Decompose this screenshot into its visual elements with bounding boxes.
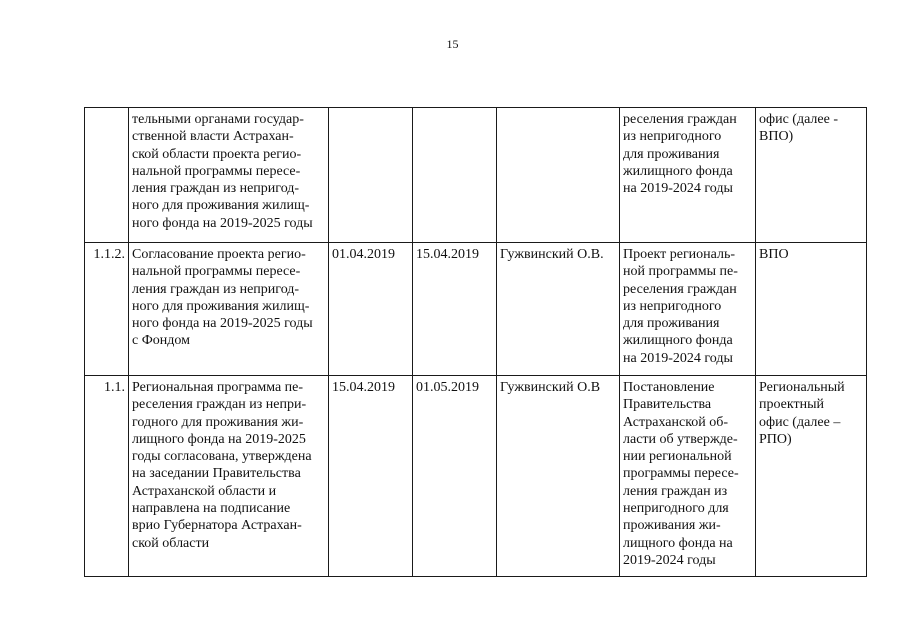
- executor: ВПО: [756, 243, 867, 376]
- end-date: [413, 108, 497, 243]
- row-number: 1.1.2.: [85, 243, 129, 376]
- start-date: 15.04.2019: [329, 376, 413, 577]
- result-document: реселения граждан из непригодного для проживания жилищного фонда на 2019-2024 годы: [620, 108, 756, 243]
- result-document: Проект региональ- ной программы пе- реселения граждан из непригодного для проживания жилищного фонда на 2019-2024 годы: [620, 243, 756, 376]
- table-row: [85, 243, 867, 376]
- task-description: Региональная программа пе- реселения граждан из непри- годного для проживания жи- лищного фонда на 2019-2025 годы согласована, утверждена на заседании Правительства Астраханской области и направлена на подписание врио Губернатора Астрахан- ской области: [129, 376, 329, 577]
- executor: Региональный проектный офис (далее – РПО): [756, 376, 867, 577]
- executor: офис (далее - ВПО): [756, 108, 867, 243]
- end-date: 01.05.2019: [413, 376, 497, 577]
- responsible-person: Гужвинский О.В: [497, 376, 620, 577]
- result-document: Постановление Правительства Астраханской об- ласти об утвержде- нии региональной программы пересе- ления граждан из непригодного для проживания жи- лищного фонда на 2019-2024 годы: [620, 376, 756, 577]
- row-number: 1.1.: [85, 376, 129, 577]
- task-description: тельными органами государ- ственной власти Астрахан- ской области проекта регио- нальной программы пересе- ления граждан из непригод- ного для проживания жилищ- ного фонда на 2019-2025 годы: [129, 108, 329, 243]
- row-number: [85, 108, 129, 243]
- responsible-person: Гужвинский О.В.: [497, 243, 620, 376]
- responsible-person: [497, 108, 620, 243]
- project-plan-table: [84, 107, 867, 577]
- start-date: [329, 108, 413, 243]
- page-number: 15: [446, 37, 459, 51]
- table-row: [85, 376, 867, 577]
- start-date: 01.04.2019: [329, 243, 413, 376]
- end-date: 15.04.2019: [413, 243, 497, 376]
- task-description: Согласование проекта регио- нальной программы пересе- ления граждан из непригод- ного для проживания жилищ- ного фонда на 2019-2025 годы с Фондом: [129, 243, 329, 376]
- table-row: [85, 108, 867, 243]
